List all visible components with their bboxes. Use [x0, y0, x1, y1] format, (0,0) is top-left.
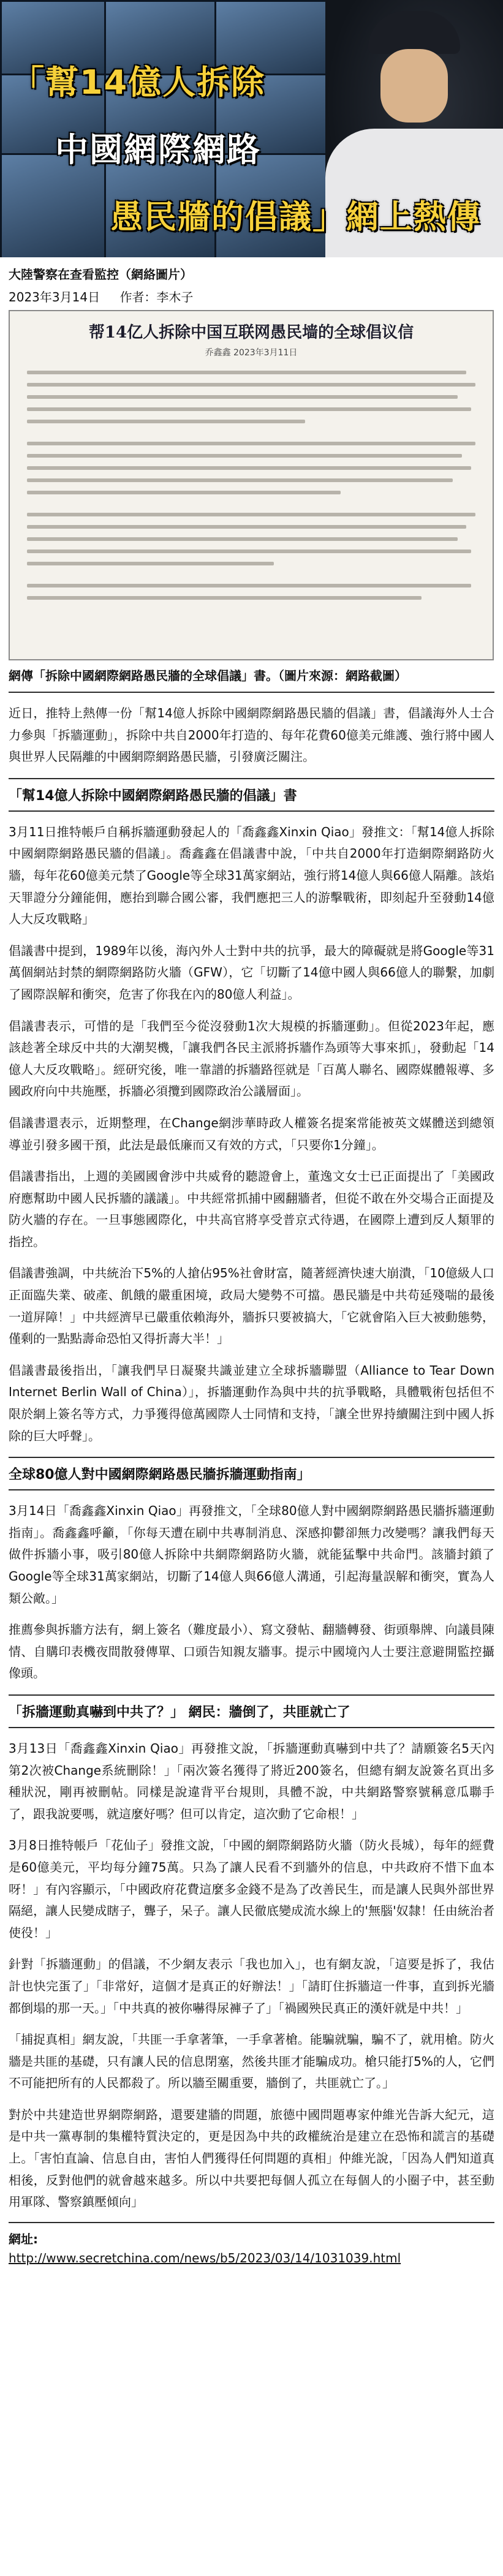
photo-caption: 大陸警察在查看監控（網絡圖片） — [9, 267, 192, 282]
paragraph: 倡議書中提到，1989年以後，海內外人士對中共的抗爭，最大的障礙就是將Google等31萬個網站封禁的網際網路防火牆（GFW），它「切斷了14億中國人與66億人的聯繫，加劇了國際誤解和衝突，危害了你我在內的80億人利益」。 — [9, 943, 494, 1002]
paragraph: 3月8日推特帳戶「花仙子」發推文說，「中國的網際網路防火牆（防火長城），每年的經費是60億美元，平均每分鐘75萬。只為了讓人民看不到牆外的信息，中共政府不惜下血本呀！」有內容顯示，「中國政府花費這麼多金錢不是為了改善民生，而是讓人民與外部世界隔絕，讓人民變成瞎子，聾子，呆子。讓人民徹底變成流水線上的'無腦'奴隸！任由統治者使役！」 — [9, 1838, 494, 1940]
paragraph: 倡議書最後指出，「讓我們早日凝聚共識並建立全球拆牆聯盟（Alliance to Tear Down Internet Berlin Wall of China）」，拆牆運動作為與中共的抗爭戰略，具體戰術包括但不限於網上簽名等方式，力爭獲得億萬國際人士同情和支持，「讓全世界持續關注到中國人拆除的巨大呼聲」。 — [9, 1362, 494, 1443]
source-url-block — [9, 2222, 494, 2265]
paragraph: 倡議書指出，上週的美國國會涉中共威脅的聽證會上，董逸文女士已正面提出了「美國政府應幫助中國人民拆牆的議議」。中共經常抓捕中國翻牆者，但從不敢在外交場合正面提及防火牆的存在。一旦事態國際化，中共高官將享受普京式待遇，在國際上遭到反人類罪的指控。 — [9, 1169, 494, 1249]
divider — [9, 692, 494, 693]
banner-image — [0, 0, 503, 257]
paragraph: 3月13日「喬鑫鑫Xinxin Qiao」再發推文說，「拆牆運動真嚇到中共了？請願簽名5天內第2次被Change系統刪除！」「兩次簽名獲得了將近200簽名，但總有網友說簽名頁出多種狀況，剛再被刪帖。同樣是說違背平台規則，具體不說，中共網路警察號稱意瓜聯手了，跟我說要嗎，就這麼好嗎？但可以肯定，這次動了它命根！」 — [9, 1740, 494, 1821]
paragraph: 「捕捉真相」網友說，「共匪一手拿著筆，一手拿著槍。能騙就騙，騙不了，就用槍。防火牆是共匪的基礎，只有讓人民的信息閉塞，然後共匪才能騙成功。槍只能打5%的人，它們不可能把所有的人民都殺了。所以牆至關重要，牆倒了，共匪就亡了。」 — [9, 2032, 494, 2091]
letter-screenshot — [9, 310, 494, 660]
paragraph: 倡議書強調，中共統治下5%的人搶佔95%社會財富，隨著經濟快速大崩潰，「10億級人口正面臨失業、破產、飢餓的嚴重困境，政局大變勢不可擋。愚民牆是中共苟延殘喘的最後一道屏障！」中共經濟早已嚴重依賴海外，牆拆只要被搞大，「它就會陷入巨大被動態勢，僅剩的一點點壽命恐怕又得折壽大半！」 — [9, 1266, 494, 1347]
paragraph: 針對「拆牆運動」的倡議，不少網友表示「我也加入」，也有網友說，「這要是拆了，我估計也快完蛋了」「非常好，這個才是真正的好辦法！」「請盯住拆牆這一件事，直到拆光牆都倒塌的那一天。」「中共真的被你嚇得尿褲子了」「禍國殃民真正的漢奸就是中共！」 — [9, 1957, 494, 2015]
image-caption: 網傳「拆除中國網際網路愚民牆的全球倡議」書。（圖片來源：網路截圖） — [9, 668, 407, 683]
article — [0, 265, 503, 2265]
section-heading-2: 全球80億人對中國網際網路愚民牆拆牆運動指南」 — [9, 1457, 494, 1490]
url-label: 網址: — [9, 2231, 38, 2246]
paragraph: 對於中共建造世界網際網路，還要建牆的問題，旅德中國問題專家仲維光告訴大紀元，這是中共一黨專制的集權特質決定的，更是因為中共的政權統治是建立在恐怖和謊言的基礎上。「害怕直論、信息自由，害怕人們獲得任何問題的真相」仲維光說，「因為人們知道真相後，反對他們的就會越來越多。所以中共要把每個人孤立在每個人的小圈子中，甚至動用軍隊、警察鎮壓傾向」 — [9, 2107, 494, 2210]
banner-headline-line2: 中國網際網路 — [55, 130, 261, 169]
banner-headline-line1: 「幫14億人拆除 — [11, 63, 266, 102]
letter-text-block — [27, 371, 475, 600]
paragraph: 3月11日推特帳戶自稱拆牆運動發起人的「喬鑫鑫Xinxin Qiao」發推文：「幫14億人拆除中國網際網路愚民牆的倡議」。喬鑫鑫在倡議書中說，「中共自2000年打造網際網路防火牆，每年花60億美元禁了Google等全球31萬家網站，強行將14億人與66億人隔離。該焰天罪證分分鐘能佣，應抬到聯合國公審，我們應把三人的游擊戰術，即刻起升至發動14億人大反攻戰略」 — [9, 824, 494, 927]
publish-date: 2023年3月14日 — [9, 290, 100, 304]
letter-subtitle: 乔鑫鑫 2023年3月11日 — [205, 348, 298, 358]
paragraph: 推薦參與拆牆方法有，網上簽名（難度最小）、寫文發帖、翻牆轉發、街頭舉牌、向議員陳情、自購印表機夜間散發傳單、口頭告知親友牆事。提示中國境內人士要注意避開監控攝像頭。 — [9, 1622, 494, 1681]
paragraph: 倡議書表示，可惜的是「我們至今從沒發動1次大規模的拆牆運動」。但從2023年起，應該趁著全球反中共的大潮契機，「讓我們各民主派將拆牆作為頭等大事來抓」，發動起「14億人大反攻戰略」。經研究後，唯一靠譜的拆牆路徑就是「百萬人聯名、國際媒體報導、多國政府向中共施壓，拆牆必須攬到國際政治公議層面」。 — [9, 1018, 494, 1099]
section-heading-1: 「幫14億人拆除中國網際網路愚民牆的倡議」書 — [9, 778, 494, 812]
letter-title: 帮14亿人拆除中国互联网愚民墙的全球倡议信 — [88, 323, 414, 342]
banner-headline-line3: 愚民牆的倡議」網上熱傳 — [110, 198, 481, 236]
section-heading-3: 「拆牆運動真嚇到中共了？」 網民：牆倒了，共匪就亡了 — [9, 1694, 494, 1728]
paragraph: 近日，推特上熱傳一份「幫14億人拆除中國網際網路愚民牆的倡議」書，倡議海外人士合力參與「拆牆運動」，拆除中共自2000年打造的、每年花費60億美元維護、強行將中國人與世界人民隔離的中國網際網路愚民牆，引發廣泛關注。 — [9, 706, 494, 765]
paragraph: 倡議書還表示，近期整理，在Change網涉華時政人權簽名提案常能被英文媒體送到總領導並引發多國干預，此法是最低廉而又有效的方式，「只要你1分鐘」。 — [9, 1115, 494, 1152]
dateline — [9, 287, 494, 305]
source-url-link[interactable]: http://www.secretchina.com/news/b5/2023/03/14/1031039.html — [9, 2250, 401, 2265]
paragraph: 3月14日「喬鑫鑫Xinxin Qiao」再發推文，「全球80億人對中國網際網路愚民牆拆牆運動指南」。喬鑫鑫呼籲，「你每天遭在刷中共專制消息、深感抑鬱卻無力改變嗎？讓我們每天做件拆牆小事，吸引80億人拆除中共網際網路防火牆，就能猛擊中共命門。該牆封鎖了Google等全球31萬家網站，切斷了14億人與66億人溝通，引起海量誤解和衝突，實為人類公敵。」 — [9, 1503, 494, 1606]
author: 作者：李木子 — [119, 290, 194, 304]
